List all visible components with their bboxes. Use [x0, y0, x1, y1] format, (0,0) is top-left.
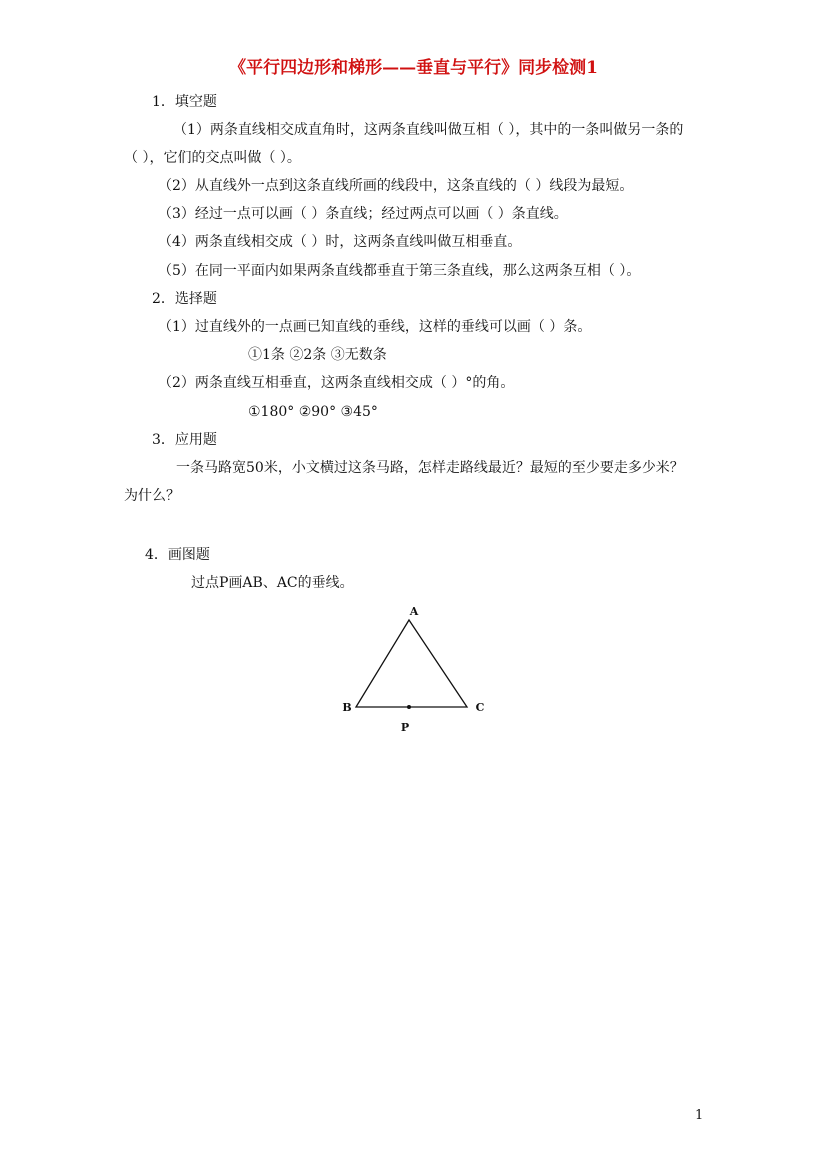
- question-1-4: （4）两条直线相交成（ ）时，这两条直线叫做互相垂直。: [158, 234, 522, 250]
- page-title: 《平行四边形和梯形——垂直与平行》同步检测1: [229, 58, 598, 78]
- question-2-2: （2）两条直线互相垂直，这两条直线相交成（ ）°的角。: [158, 375, 515, 391]
- section-3-heading: 3．应用题: [152, 432, 217, 448]
- page-number: 1: [695, 1108, 704, 1123]
- section-4-heading: 4．画图题: [145, 547, 210, 563]
- triangle-abc: [356, 620, 467, 707]
- label-b: B: [342, 701, 352, 714]
- question-4: 过点P画AB、AC的垂线。: [191, 575, 354, 591]
- section-2-heading: 2．选择题: [152, 291, 217, 307]
- question-1-5: （5）在同一平面内如果两条直线都垂直于第三条直线，那么这两条互相（ ）。: [158, 263, 641, 279]
- question-2-1-options: ①1条 ②2条 ③无数条: [248, 347, 387, 363]
- point-p-dot: [407, 705, 411, 709]
- question-2-1: （1）过直线外的一点画已知直线的垂线，这样的垂线可以画（ ）条。: [158, 319, 592, 335]
- label-c: C: [475, 701, 485, 714]
- question-1-2: （2）从直线外一点到这条直线所画的线段中，这条直线的（ ）线段为最短。: [158, 178, 634, 194]
- question-3-line-2: 为什么？: [124, 488, 180, 504]
- label-a: A: [409, 605, 419, 618]
- question-1-3: （3）经过一点可以画（ ）条直线；经过两点可以画（ ）条直线。: [158, 206, 568, 222]
- question-3-line-1: 一条马路宽50米，小文横过这条马路，怎样走路线最近？最短的至少要走多少米？: [176, 460, 684, 476]
- question-2-2-options: ①180° ②90° ③45°: [248, 404, 378, 420]
- label-p: P: [400, 721, 410, 734]
- question-1-1-line-2: （ ），它们的交点叫做（ ）。: [124, 150, 301, 166]
- question-1-1-line-1: （1）两条直线相交成直角时，这两条直线叫做互相（ ），其中的一条叫做另一条的: [173, 122, 684, 138]
- section-1-heading: 1．填空题: [152, 94, 217, 110]
